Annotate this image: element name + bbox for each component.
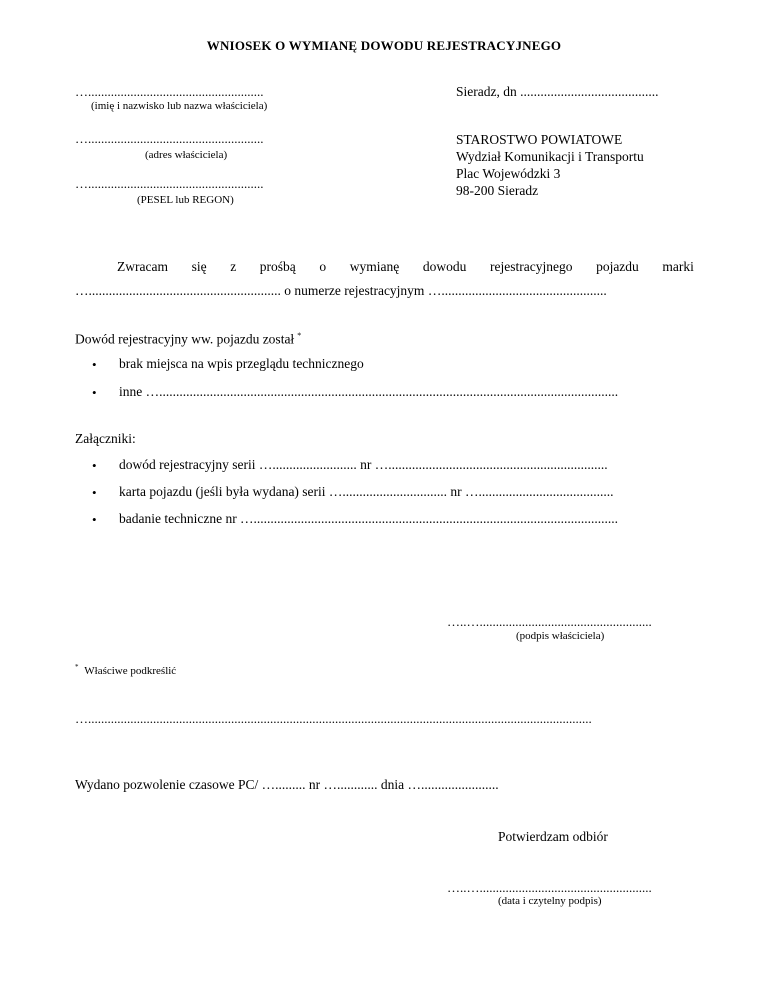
addressee-block <box>456 131 644 199</box>
bullet-icon: • <box>92 385 97 400</box>
owner-address-line: …...................................................... <box>75 131 264 146</box>
request-word: z <box>230 259 237 274</box>
bullet-icon: • <box>92 485 97 500</box>
bullet-icon: • <box>92 357 97 372</box>
owner-address-label: (adres właściciela) <box>145 149 228 161</box>
request-word: rejestracyjnego <box>489 259 573 274</box>
reason-heading: Dowód rejestracyjny ww. pojazdu został <box>75 331 295 347</box>
owner-pesel-line: …...................................................... <box>75 176 264 191</box>
request-word: się <box>191 259 207 274</box>
footnote <box>75 663 176 677</box>
request-line-1 <box>117 259 694 275</box>
request-word: o <box>319 259 327 274</box>
reason-option: inne …........................................................................................................................................ <box>119 384 619 399</box>
reason-heading-row <box>75 331 301 348</box>
addressee-line: Plac Wojewódzki 3 <box>456 166 561 181</box>
owner-signature-line: …..…..................................................... <box>447 614 652 629</box>
addressee-line: Wydział Komunikacji i Transportu <box>456 149 644 164</box>
attachment-item: dowód rejestracyjny serii …......................... nr …................................................................. <box>119 457 608 472</box>
owner-signature-label: (podpis właściciela) <box>516 630 605 642</box>
owner-pesel-label: (PESEL lub REGON) <box>137 194 234 206</box>
receipt-signature-line: …..…..................................................... <box>447 880 652 895</box>
owner-name-label: (imię i nazwisko lub nazwa właściciela) <box>91 100 268 112</box>
receipt-heading: Potwierdzam odbiór <box>498 829 608 844</box>
owner-name-line: …...................................................... <box>75 84 264 99</box>
bullet-icon: • <box>92 458 97 473</box>
request-word: pojazdu <box>596 259 639 274</box>
request-word: marki <box>662 259 694 274</box>
footnote-mark: * <box>297 331 302 340</box>
form-title: WNIOSEK O WYMIANĘ DOWODU REJESTRACYJNEGO <box>206 38 562 53</box>
request-line-2: …......................................................... o numerze rejestracyjnym …................................................. <box>75 283 607 298</box>
bullet-icon: • <box>92 512 97 527</box>
request-word: prośbą <box>259 259 296 274</box>
office-line: …........................................................................................................................................................... <box>75 711 592 726</box>
reason-option: brak miejsca na wpis przeglądu technicznego <box>119 356 364 371</box>
attachments-heading: Załączniki: <box>75 431 136 446</box>
addressee-line: STAROSTWO POWIATOWE <box>456 132 623 147</box>
temporary-permit: Wydano pozwolenie czasowe PC/ …......... nr …............ dnia …....................... <box>75 777 499 792</box>
attachment-item: karta pojazdu (jeśli była wydana) serii …............................... nr …........................................ <box>119 484 614 499</box>
attachment-item: badanie techniczne nr …............................................................................................................ <box>119 511 619 526</box>
footnote-text: Właściwe podkreślić <box>84 664 177 677</box>
request-word: dowodu <box>422 259 467 274</box>
addressee-line: 98-200 Sieradz <box>456 183 539 198</box>
request-word: wymianę <box>349 259 400 274</box>
receipt-signature-label: (data i czytelny podpis) <box>498 895 602 907</box>
place-date: Sieradz, dn ......................................... <box>456 84 659 99</box>
request-word: Zwracam <box>117 259 168 274</box>
footnote-mark: * <box>75 663 79 671</box>
